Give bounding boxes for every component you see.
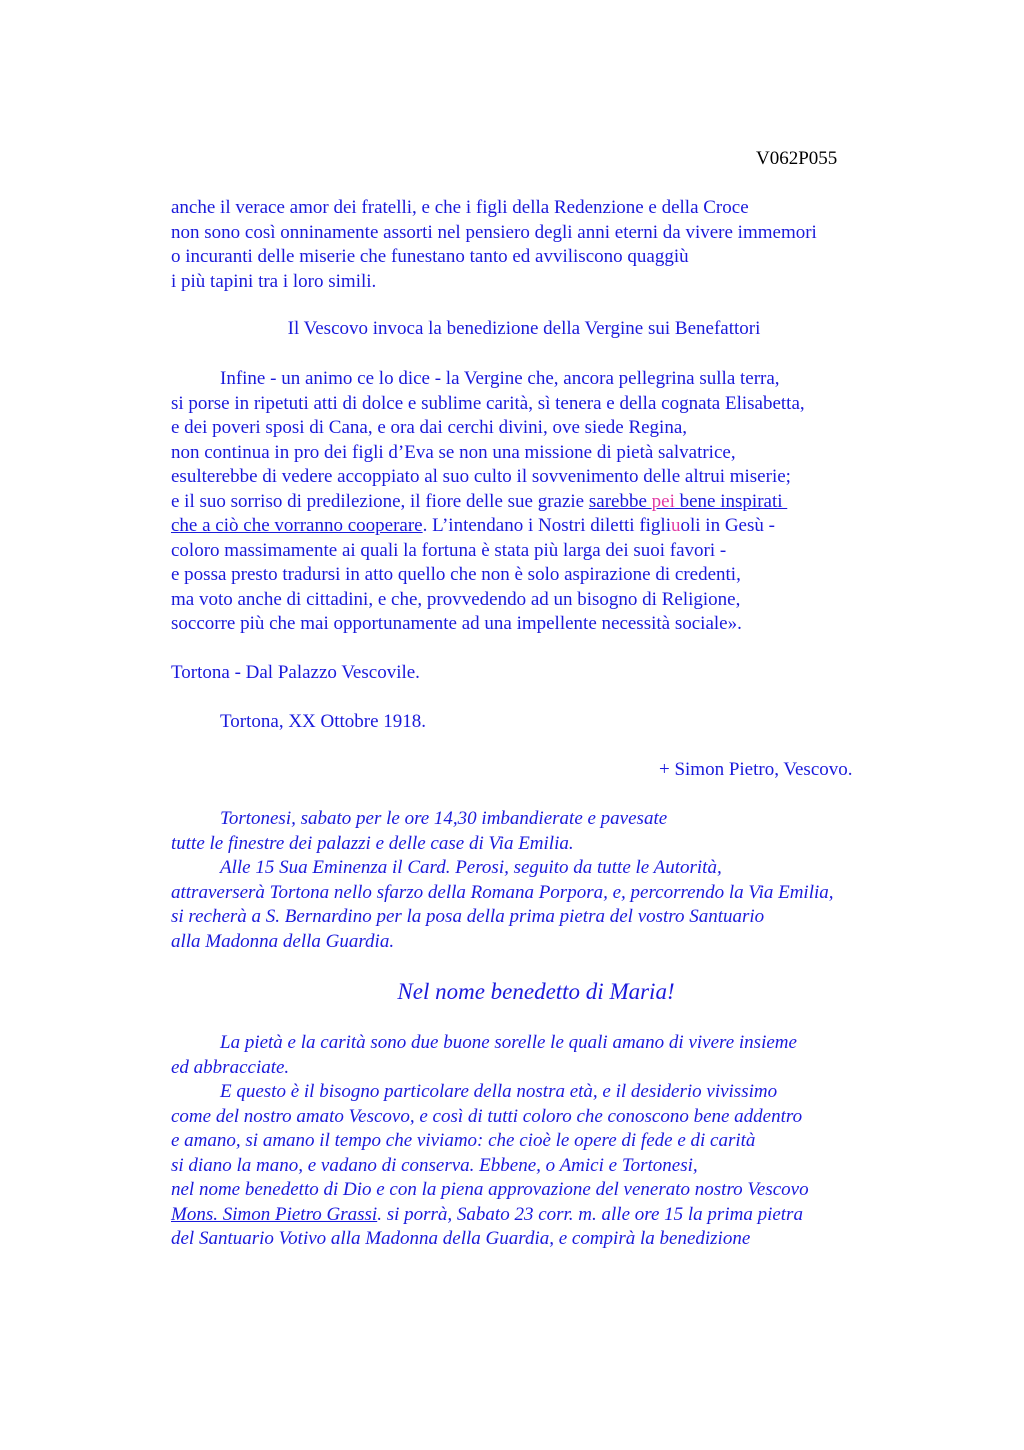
text-line: come del nostro amato Vescovo, e così di tutti coloro che conoscono bene addentro bbox=[171, 1105, 803, 1127]
underlined-name: Mons. Simon Pietro Grassi bbox=[171, 1203, 378, 1225]
text-line: ma voto anche di cittadini, e che, provvedendo ad un bisogno di Religione, bbox=[171, 588, 741, 610]
text-line: e amano, si amano il tempo che viviamo: che cioè le opere di fede e di carità bbox=[171, 1130, 756, 1151]
paragraph-invocation bbox=[171, 367, 931, 637]
text-line: i più tapini tra i loro simili. bbox=[171, 270, 377, 292]
paragraph-intro bbox=[171, 196, 931, 294]
text-line: E questo è il bisogno particolare della nostra età, e il desiderio vivissimo bbox=[220, 1081, 778, 1102]
underlined-text: che a ciò che vorranno cooperare bbox=[171, 515, 423, 536]
section-heading: Il Vescovo invoca la benedizione della Vergine sui Benefattori bbox=[287, 318, 761, 339]
text-line: Alle 15 Sua Eminenza il Card. Perosi, seguito da tutte le Autorità, bbox=[220, 857, 722, 878]
paragraph-appeal bbox=[171, 1031, 971, 1252]
text-fragment: . L’intendano i Nostri diletti figli bbox=[422, 515, 671, 536]
text-fragment: . si porrà, Sabato 23 corr. m. alle ore 15 la prima pietra bbox=[377, 1203, 803, 1225]
text-line: non sono così onninamente assorti nel pensiero degli anni eterni da vivere immemori bbox=[171, 221, 817, 243]
section-heading-italic: Nel nome benedetto di Maria! bbox=[397, 979, 675, 1004]
text-line: si recherà a S. Bernardino per la posa della prima pietra del vostro Santuario bbox=[171, 906, 765, 927]
place-line bbox=[171, 661, 931, 686]
text-fragment: e il suo sorriso di predilezione, il fiore delle sue grazie bbox=[171, 490, 589, 512]
text-line: Infine - un animo ce lo dice - la Vergine che, ancora pellegrina sulla terra, bbox=[220, 368, 780, 389]
text-fragment: bene inspirati bbox=[674, 490, 788, 512]
text-line: e dei poveri sposi di Cana, e ora dai cerchi divini, ove siede Regina, bbox=[171, 417, 688, 438]
text-line bbox=[171, 1203, 971, 1228]
text-fragment: sarebbe bbox=[588, 490, 652, 512]
text-line: nel nome benedetto di Dio e con la piena approvazione del venerato nostro Vescovo bbox=[171, 1179, 809, 1200]
text-line bbox=[171, 514, 931, 539]
text-line: Tortona, XX Ottobre 1918. bbox=[220, 711, 427, 732]
text-line: soccorre più che mai opportunamente ad una impellente necessità sociale». bbox=[171, 613, 742, 634]
page-identifier: V062P055 bbox=[756, 148, 838, 169]
text-line: si porse in ripetuti atti di dolce e sublime carità, sì tenera e della cognata Elisabetta, bbox=[171, 392, 805, 414]
text-line: ed abbracciate. bbox=[171, 1056, 290, 1078]
text-line: attraverserà Tortona nello sfarzo della Romana Porpora, e, percorrendo la Via Emilia, bbox=[171, 881, 834, 903]
highlighted-word: pei bbox=[651, 490, 675, 512]
text-line: La pietà e la carità sono due buone sorelle le quali amano di vivere insieme bbox=[220, 1032, 797, 1053]
text-line bbox=[171, 490, 931, 515]
text-line: o incuranti delle miserie che funestano tanto ed avviliscono quaggiù bbox=[171, 246, 689, 267]
text-line: alla Madonna della Guardia. bbox=[171, 930, 395, 952]
text-line: tutte le finestre dei palazzi e delle case di Via Emilia. bbox=[171, 832, 574, 854]
underlined-text bbox=[589, 491, 787, 512]
text-fragment: oli in Gesù - bbox=[680, 515, 775, 536]
paragraph-announcement bbox=[171, 807, 971, 954]
text-line: Tortona - Dal Palazzo Vescovile. bbox=[171, 662, 420, 683]
date-line bbox=[171, 710, 931, 735]
text-line: non continua in pro dei figli d’Eva se non una missione di pietà salvatrice, bbox=[171, 441, 736, 463]
text-line: del Santuario Votivo alla Madonna della Guardia, e compirà la benedizione bbox=[171, 1228, 751, 1249]
text-line: si diano la mano, e vadano di conserva. Ebbene, o Amici e Tortonesi, bbox=[171, 1154, 698, 1176]
text-line: e possa presto tradursi in atto quello che non è solo aspirazione di credenti, bbox=[171, 564, 741, 585]
signature: + Simon Pietro, Vescovo. bbox=[659, 759, 853, 780]
text-line: Tortonesi, sabato per le ore 14,30 imbandierate e pavesate bbox=[220, 808, 668, 829]
highlighted-letter: u bbox=[671, 515, 681, 536]
text-line: anche il verace amor dei fratelli, e che i figli della Redenzione e della Croce bbox=[171, 197, 749, 218]
text-line: esulterebbe di vedere accoppiato al suo culto il sovvenimento delle altrui miserie; bbox=[171, 466, 791, 487]
text-line: coloro massimamente ai quali la fortuna è stata più larga dei suoi favori - bbox=[171, 539, 727, 561]
